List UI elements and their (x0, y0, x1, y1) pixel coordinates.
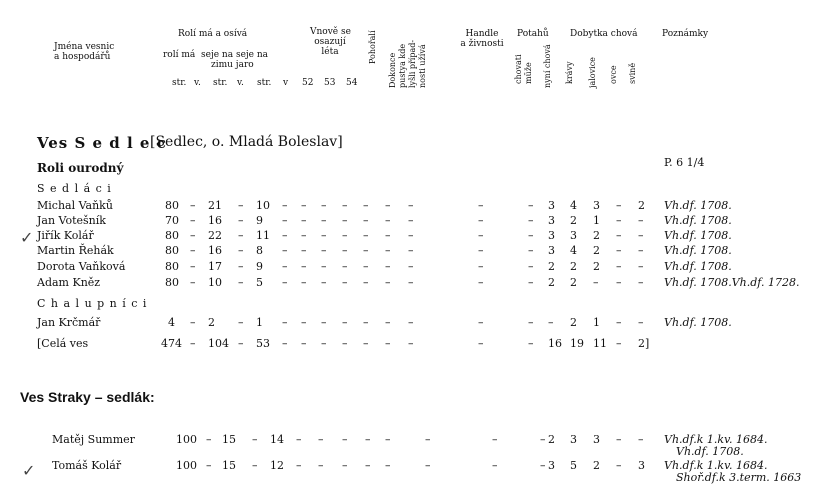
empty-cell: – (408, 229, 414, 242)
empty-cell: – (342, 433, 348, 446)
empty-cell: – (282, 316, 288, 329)
empty-cell: – (190, 229, 196, 242)
empty-cell: – (385, 433, 391, 446)
cell-value: 12 (270, 459, 284, 472)
empty-cell: – (408, 337, 414, 350)
empty-cell: – (492, 433, 498, 446)
empty-cell: – (363, 260, 369, 273)
empty-cell: – (206, 459, 212, 472)
empty-cell: – (342, 229, 348, 242)
empty-cell: – (321, 229, 327, 242)
cell-value: 104 (208, 337, 229, 350)
empty-cell: – (301, 244, 307, 257)
cell-value: 53 (256, 337, 270, 350)
empty-cell: – (238, 260, 244, 273)
empty-cell: – (342, 199, 348, 212)
cell-value: 8 (256, 244, 263, 257)
row-note: Vh.df. 1708.Vh.df. 1728. (664, 276, 800, 289)
empty-cell: – (318, 433, 324, 446)
empty-cell: – (190, 276, 196, 289)
cell-value: 10 (256, 199, 270, 212)
empty-cell: – (385, 244, 391, 257)
row-note: Vh.df. 1708. (664, 260, 732, 273)
cell-value: 2 (548, 276, 555, 289)
empty-cell: – (342, 214, 348, 227)
cell-value: – (638, 260, 644, 273)
cell-value: 15 (222, 433, 236, 446)
group-sedlaci: S e d l á c i (37, 182, 112, 195)
header-potahu: Potahů (517, 29, 549, 39)
empty-cell: – (342, 244, 348, 257)
empty-cell: – (478, 276, 484, 289)
row-note: Vh.df. 1708. (664, 199, 732, 212)
table-row (0, 316, 813, 332)
header-unit-5: str. (257, 78, 272, 88)
cell-value: – (616, 214, 622, 227)
empty-cell: – (321, 260, 327, 273)
cell-value: – (638, 433, 644, 446)
row-note: Vh.df. 1708. (664, 316, 732, 329)
empty-cell: – (296, 459, 302, 472)
cell-value: – (638, 316, 644, 329)
empty-cell: – (321, 276, 327, 289)
cell-value: 2 (638, 199, 645, 212)
empty-cell: – (342, 316, 348, 329)
empty-cell: – (363, 244, 369, 257)
village-title: Ves S e d l e c (37, 134, 167, 152)
empty-cell: – (528, 244, 534, 257)
row-name: Matěj Summer (52, 433, 135, 446)
empty-cell: – (282, 199, 288, 212)
cell-value: 2 (570, 276, 577, 289)
village2-title: Ves Straky – sedlák: (20, 389, 155, 405)
empty-cell: – (408, 199, 414, 212)
empty-cell: – (282, 214, 288, 227)
empty-cell: – (528, 316, 534, 329)
header-muze: mūže (524, 62, 533, 84)
empty-cell: – (528, 214, 534, 227)
cell-value: 19 (570, 337, 584, 350)
header-year-53: 53 (324, 78, 336, 88)
header-roli-ma: rolí má (163, 50, 196, 60)
empty-cell: – (282, 276, 288, 289)
cell-value: 80 (165, 199, 179, 212)
empty-cell: – (190, 260, 196, 273)
cell-value: 100 (176, 433, 197, 446)
empty-cell: – (425, 459, 431, 472)
empty-cell: – (385, 276, 391, 289)
cell-value: 3 (548, 459, 555, 472)
empty-cell: – (385, 337, 391, 350)
cell-value: 5 (570, 459, 577, 472)
cell-value: 3 (548, 229, 555, 242)
header-dokonce-2: pustya kde (398, 43, 407, 88)
empty-cell: – (363, 316, 369, 329)
table-row (0, 244, 813, 260)
empty-cell: – (425, 433, 431, 446)
cell-value: 3 (548, 199, 555, 212)
header-pohorali: Pohořalí (368, 30, 377, 64)
cell-value: 2 (208, 316, 215, 329)
empty-cell: – (363, 214, 369, 227)
cell-value: 80 (165, 229, 179, 242)
cell-value: 2 (548, 260, 555, 273)
empty-cell: – (408, 260, 414, 273)
cell-value: – (616, 260, 622, 273)
empty-cell: – (528, 337, 534, 350)
cell-value: 1 (593, 316, 600, 329)
row-name: Michal Vaňků (37, 199, 113, 212)
cell-value: 2 (570, 214, 577, 227)
empty-cell: – (478, 316, 484, 329)
empty-cell: – (478, 244, 484, 257)
empty-cell: – (301, 260, 307, 273)
empty-cell: – (282, 260, 288, 273)
empty-cell: – (478, 214, 484, 227)
row-name: Tomáš Kolář (52, 459, 122, 472)
table-row (0, 214, 813, 230)
empty-cell: – (408, 244, 414, 257)
cell-value: 100 (176, 459, 197, 472)
empty-cell: – (301, 316, 307, 329)
cell-value: 11 (593, 337, 607, 350)
cell-value: – (593, 276, 599, 289)
cell-value: 2 (593, 229, 600, 242)
cell-value: 3 (638, 459, 645, 472)
empty-cell: – (301, 337, 307, 350)
header-unit-4: v. (237, 78, 244, 88)
cell-value: 3 (548, 214, 555, 227)
header-handle: Handle a živnosti (460, 29, 504, 49)
empty-cell: – (190, 214, 196, 227)
empty-cell: – (385, 199, 391, 212)
header-year-54: 54 (346, 78, 358, 88)
empty-cell: – (301, 229, 307, 242)
section-title: Roli ourodný (37, 161, 124, 175)
row-name: Jiřík Kolář (37, 229, 94, 242)
empty-cell: – (321, 337, 327, 350)
cell-value: 10 (208, 276, 222, 289)
cell-value: – (616, 337, 622, 350)
cell-value: 4 (570, 199, 577, 212)
table-row (0, 459, 813, 484)
empty-cell: – (282, 244, 288, 257)
cell-value: 2 (593, 459, 600, 472)
cell-value: 16 (208, 244, 222, 257)
cell-value: 2 (570, 260, 577, 273)
cell-value: 17 (208, 260, 222, 273)
empty-cell: – (238, 244, 244, 257)
cell-value: – (616, 433, 622, 446)
row-note: Vh.df. 1708. (664, 214, 732, 227)
empty-cell: – (190, 316, 196, 329)
empty-cell: – (190, 337, 196, 350)
row-note: Vh.df.k 1.kv. 1684. (664, 433, 768, 446)
empty-cell: – (385, 214, 391, 227)
header-unit-6: v (283, 78, 289, 88)
empty-cell: – (190, 199, 196, 212)
empty-cell: – (385, 260, 391, 273)
empty-cell: – (252, 433, 258, 446)
header-seje-na: seje na seje na zimu jaro (201, 50, 269, 70)
row-note: Vh.df.k 1.kv. 1684. (664, 459, 768, 472)
cell-value: 1 (256, 316, 263, 329)
cell-value: 3 (570, 229, 577, 242)
row-note: Vh.df. 1708. (676, 445, 744, 458)
table-row (0, 260, 813, 276)
cell-value: 3 (570, 433, 577, 446)
empty-cell: – (385, 459, 391, 472)
empty-cell: – (238, 214, 244, 227)
cell-value: 3 (548, 244, 555, 257)
empty-cell: – (206, 433, 212, 446)
cell-value: 2 (570, 316, 577, 329)
cell-value: 80 (165, 276, 179, 289)
empty-cell: – (478, 260, 484, 273)
cell-value: 2 (548, 433, 555, 446)
empty-cell: – (363, 337, 369, 350)
row-name: Adam Kněz (37, 276, 101, 289)
header-nove: Vnově se osazují léta (310, 27, 351, 57)
page-ref: P. 6 1/4 (664, 156, 705, 169)
cell-value: – (548, 316, 554, 329)
empty-cell: – (342, 459, 348, 472)
row-note: Vh.df. 1708. (664, 244, 732, 257)
empty-cell: – (342, 337, 348, 350)
cell-value: 3 (593, 199, 600, 212)
row-note: Vh.df. 1708. (664, 229, 732, 242)
cell-value: 9 (256, 260, 263, 273)
empty-cell: – (385, 316, 391, 329)
cell-value: 14 (270, 433, 284, 446)
table-row (0, 199, 813, 215)
cell-value: – (638, 214, 644, 227)
header-unit-2: v. (194, 78, 201, 88)
cell-value: 2] (638, 337, 650, 350)
empty-cell: – (282, 229, 288, 242)
cell-value: 21 (208, 199, 222, 212)
empty-cell: – (321, 244, 327, 257)
empty-cell: – (478, 199, 484, 212)
cell-value: – (616, 276, 622, 289)
cell-value: – (638, 244, 644, 257)
empty-cell: – (342, 260, 348, 273)
village-subtitle: [Sedlec, o. Mladá Boleslav] (150, 134, 343, 150)
cell-value: 70 (165, 214, 179, 227)
header-nyni-chova: nyní chová (543, 44, 552, 88)
cell-value: 5 (256, 276, 263, 289)
cell-value: 3 (593, 433, 600, 446)
empty-cell: – (282, 337, 288, 350)
empty-cell: – (238, 229, 244, 242)
cell-value: 474 (161, 337, 182, 350)
empty-cell: – (492, 459, 498, 472)
cell-value: – (638, 276, 644, 289)
table-row (0, 337, 813, 353)
header-dokonce-4: nosti užívá (418, 44, 427, 88)
empty-cell: – (408, 214, 414, 227)
empty-cell: – (301, 276, 307, 289)
empty-cell: – (321, 199, 327, 212)
cell-value: 2 (593, 260, 600, 273)
empty-cell: – (238, 316, 244, 329)
empty-cell: – (540, 459, 546, 472)
cell-value: – (616, 459, 622, 472)
header-svine: svině (628, 62, 637, 84)
table-row (0, 229, 813, 245)
empty-cell: – (540, 433, 546, 446)
empty-cell: – (321, 214, 327, 227)
empty-cell: – (478, 229, 484, 242)
empty-cell: – (365, 459, 371, 472)
cell-value: – (616, 199, 622, 212)
empty-cell: – (408, 276, 414, 289)
empty-cell: – (365, 433, 371, 446)
header-kravy: krávy (565, 61, 574, 84)
header-year-52: 52 (302, 78, 314, 88)
header-dobytka: Dobytka chová (570, 29, 638, 39)
row-note: Shoř.df.k 3.term. 1663 (676, 471, 802, 484)
header-chovati: chovati (514, 54, 523, 84)
header-ovce: ovce (609, 65, 618, 84)
header-unit-1: str. (172, 78, 187, 88)
cell-value: 16 (548, 337, 562, 350)
empty-cell: – (363, 276, 369, 289)
cell-value: – (638, 229, 644, 242)
empty-cell: – (363, 229, 369, 242)
check-mark-icon: ✓ (20, 228, 34, 247)
row-name: Jan Votešník (37, 214, 106, 227)
group-chalupnici: C h a l u p n í c i (37, 297, 148, 310)
empty-cell: – (238, 276, 244, 289)
empty-cell: – (190, 244, 196, 257)
cell-value: 80 (165, 260, 179, 273)
empty-cell: – (528, 199, 534, 212)
header-jalovice: jalovice (588, 57, 597, 88)
header-unit-3: str. (213, 78, 228, 88)
cell-value: – (616, 244, 622, 257)
cell-value: – (616, 229, 622, 242)
row-name: [Celá ves (37, 337, 89, 350)
empty-cell: – (296, 433, 302, 446)
empty-cell: – (301, 214, 307, 227)
row-name: Martin Řehák (37, 244, 114, 257)
cell-value: 4 (570, 244, 577, 257)
check-mark-icon: ✓ (22, 461, 36, 480)
cell-value: 1 (593, 214, 600, 227)
empty-cell: – (321, 316, 327, 329)
table-row (0, 433, 813, 458)
cell-value: 22 (208, 229, 222, 242)
cell-value: 11 (256, 229, 270, 242)
cell-value: – (616, 316, 622, 329)
row-name: Jan Krčmář (37, 316, 101, 329)
header-dokonce-3: lyšli případ- (408, 39, 417, 88)
empty-cell: – (318, 459, 324, 472)
cell-value: 80 (165, 244, 179, 257)
header-dokonce-1: Dokonce (388, 52, 397, 88)
empty-cell: – (408, 316, 414, 329)
empty-cell: – (478, 337, 484, 350)
empty-cell: – (342, 276, 348, 289)
empty-cell: – (363, 199, 369, 212)
empty-cell: – (528, 260, 534, 273)
header-names: Jména vesnic a hospodářů (54, 42, 115, 62)
empty-cell: – (238, 337, 244, 350)
empty-cell: – (238, 199, 244, 212)
empty-cell: – (528, 229, 534, 242)
cell-value: 9 (256, 214, 263, 227)
header-roli-title: Rolí má a osívá (178, 29, 248, 39)
empty-cell: – (528, 276, 534, 289)
empty-cell: – (252, 459, 258, 472)
header-poznamky: Poznámky (662, 29, 709, 39)
empty-cell: – (385, 229, 391, 242)
cell-value: 4 (168, 316, 175, 329)
cell-value: 2 (593, 244, 600, 257)
empty-cell: – (301, 199, 307, 212)
table-row (0, 276, 813, 292)
cell-value: 15 (222, 459, 236, 472)
row-name: Dorota Vaňková (37, 260, 126, 273)
cell-value: 16 (208, 214, 222, 227)
